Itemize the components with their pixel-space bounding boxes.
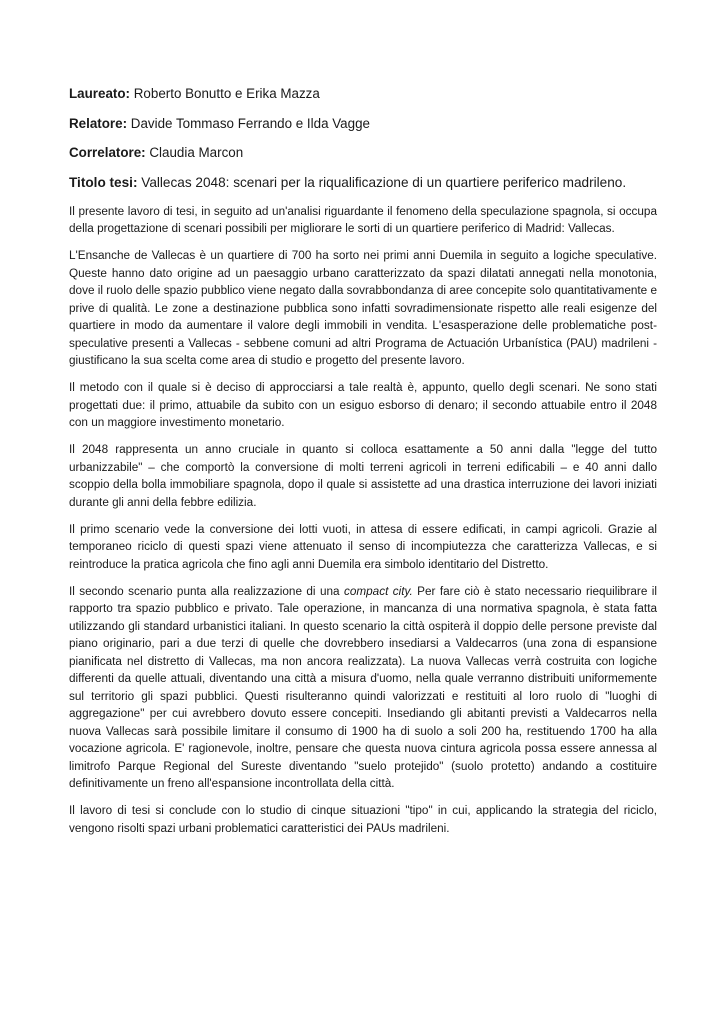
thesis-title-value: Vallecas 2048: scenari per la riqualificazione di un quartiere periferico madrileno. bbox=[141, 174, 627, 190]
paragraph-3: Il metodo con il quale si è deciso di approcciarsi a tale realtà è, appunto, quello degli scenari. Ne sono stati progettati due: il primo, attuabile da subito con un esiguo esborso di denaro; il secondo attuabile entro il 2048 con un maggiore investimento monetario. bbox=[69, 381, 657, 429]
relatore-value: Davide Tommaso Ferrando e Ilda Vagge bbox=[130, 115, 370, 131]
paragraph-4: Il 2048 rappresenta un anno cruciale in quanto si colloca esattamente a 50 anni dalla "legge del tutto urbanizzabile" – che comportò la conversione di molti terreni agricoli in terreni edificabili – e 40 anni dallo scoppio della bolla immobiliare spagnola, dopo il quale si assistette ad una drastica interruzione dei lavori iniziati durante gli anni della febbre edilizia. bbox=[69, 443, 657, 509]
correlatore-label: Correlatore: bbox=[69, 145, 146, 160]
paragraph-1: Il presente lavoro di tesi, in seguito ad un'analisi riguardante il fenomeno della speculazione spagnola, si occupa della progettazione di scenari possibili per migliorare le sorti di un quartiere periferico di Madrid: Vallecas. bbox=[69, 204, 657, 235]
thesis-title-label: Titolo tesi: bbox=[69, 174, 138, 190]
laureato-label: Laureato: bbox=[69, 86, 131, 101]
paragraph-6-start: Il secondo scenario punta alla realizzazione di una bbox=[69, 584, 344, 598]
paragraph-7: Il lavoro di tesi si conclude con lo studio di cinque situazioni "tipo" in cui, applicando la strategia del riciclo, vengono risolti spazi urbani problematici caratteristici dei PAUs madrileni. bbox=[69, 804, 657, 835]
laureato-value: Roberto Bonutto e Erika Mazza bbox=[133, 86, 320, 101]
compact-city-emphasis: compact city. bbox=[343, 584, 413, 598]
thesis-title-line bbox=[69, 173, 657, 193]
relatore-label: Relatore: bbox=[69, 115, 128, 131]
paragraph-6-rest: Per fare ciò è stato necessario riequilibrare il rapporto tra spazio pubblico e privato. Tale operazione, in mancanza di una normativa spagnola, è stata fatta utilizzando gli standard urbanistici italiani. In questo scenario la città ospiterà il doppio delle persone previste dal piano originario, pari a due terzi di quelle che dovrebbero insediarsi a Valdecarros (una zona di espansione pianificata nel distretto di Vallecas, ma non ancora realizzata). La nuova Vallecas verrà costruita con logiche differenti da quelle attuali, diventando una città a misura d'uomo, nella quale verranno distribuiti uniformemente sul territorio gli spazi pubblici. Questi risulteranno quindi valorizzati e restituiti al loro ruolo di "luoghi di aggregazione" per cui avrebbero dovuto essere concepiti. Insediando gli abitanti previsti a Valdecarros nella nuova Vallecas sarà possibile limitare il consumo di 1900 ha di suolo a soli 200 ha, restituendo 1700 ha alla vocazione agricola. E' ragionevole, inoltre, pensare che questa nuova cintura agricola possa essere annessa al limitrofo Parque Regional del Sureste diventando "suelo protejido" (suolo protetto) andando a costituire definitivamente un freno all'espansione incontrollata della città. bbox=[69, 584, 657, 790]
paragraph-2: L'Ensanche de Vallecas è un quartiere di 700 ha sorto nei primi anni Duemila in seguito a logiche speculative. Queste hanno dato origine ad un paesaggio urbano caratterizzato da spazi dilatati annegati nella monotonia, dove il ruolo delle spazio pubblico viene negato dalla sovrabbondanza di aree concepite solo quantitativamente e prive di qualità. Le zone a destinazione pubblica sono infatti sovradimensionate rispetto alle reali esigenze del quartiere in modo da aumentare il valore degli immobili in vendita. L'esasperazione delle problematiche post-speculative presenti a Vallecas - sebbene comuni ad altri Programa de Actuación Urbanística (PAU) madrileni - giustificano la sua scelta come area di studio e progetto del presente lavoro. bbox=[69, 249, 657, 367]
paragraph-6 bbox=[69, 583, 657, 793]
laureato-line bbox=[69, 84, 657, 104]
correlatore-line bbox=[69, 143, 657, 163]
paragraph-5: Il primo scenario vede la conversione dei lotti vuoti, in attesa di essere edificati, in campi agricoli. Grazie al temporaneo riciclo di questi spazi viene attenuato il senso di incompiutezza che caratterizza Vallecas, e si reintroduce la pratica agricola che fino agli anni Duemila era simbolo identitario del Distretto. bbox=[69, 522, 657, 571]
relatore-line bbox=[69, 114, 657, 134]
document-page bbox=[69, 84, 657, 847]
correlatore-value: Claudia Marcon bbox=[149, 145, 244, 160]
